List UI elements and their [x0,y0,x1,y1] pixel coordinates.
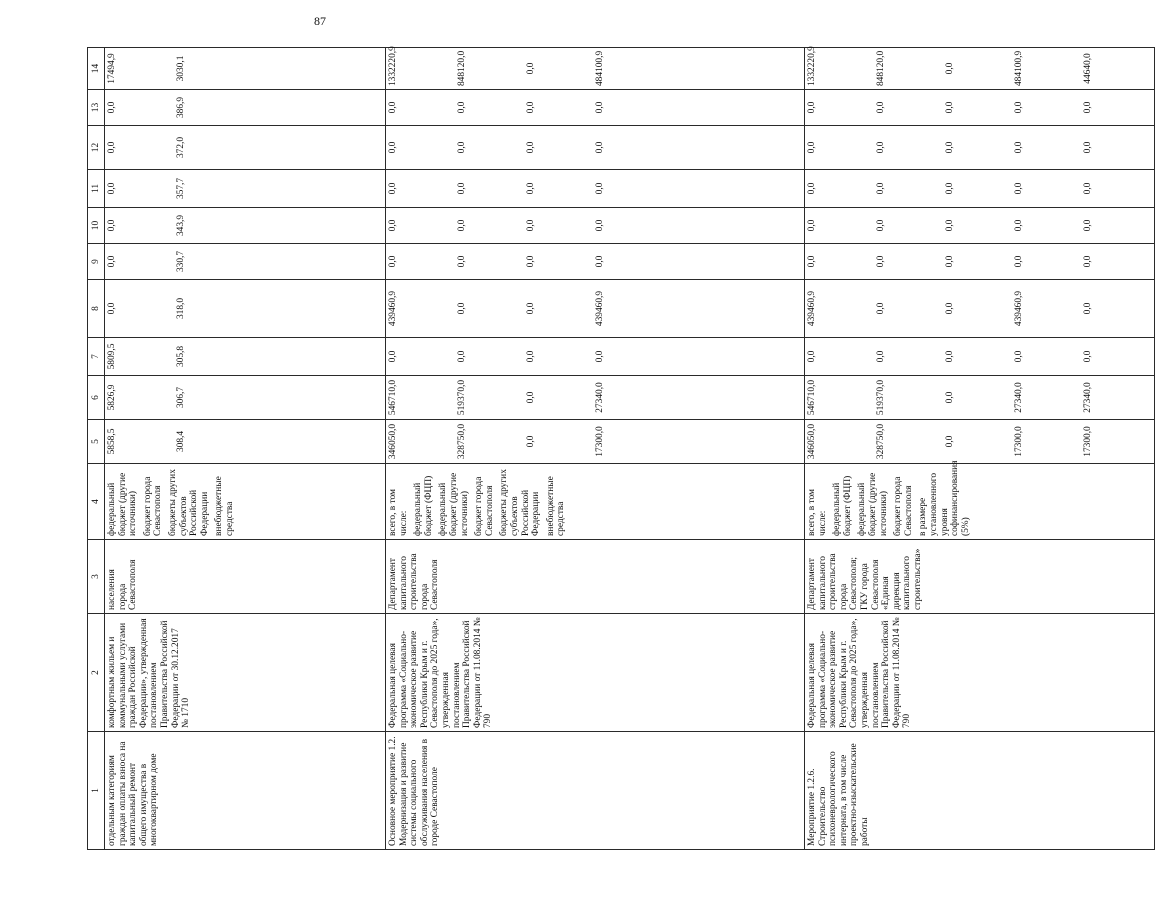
value-cell [805,126,1155,170]
column-header: 4 [88,464,105,540]
row-col3-cell: населения города Севастополя [105,540,386,614]
value-cell [386,208,805,244]
value-cell [105,244,386,280]
amount-value [733,93,802,122]
value-cell [105,170,386,208]
amount-value: 848120,0 [876,50,886,86]
amount-value: 0,0 [807,182,817,195]
amount-value: 17300,0 [1014,426,1024,457]
amount-value: 0,0 [107,302,117,315]
row-col1-cell: Мероприятие 1.2.6. Строительство психоневрологического интерната, в том числе проектно-изыскательские работы [805,732,1155,850]
value-cell [386,90,805,126]
amount-value [245,379,314,416]
amount-value: 318,0 [176,297,186,320]
amount-value: 0,0 [945,101,955,114]
value-cell [805,170,1155,208]
amount-value [314,379,383,416]
row-col3-cell: Департамент капитального строительства города Севастополя [386,540,805,614]
amount-value: 0,0 [945,219,955,232]
column-header: 9 [88,244,105,280]
amount-value: 0,0 [526,435,536,448]
funding-source-cell [386,464,805,540]
value-cell [805,376,1155,420]
amount-value: 0,0 [1083,219,1093,232]
amount-value: 546710,0 [388,379,398,416]
amount-value [245,423,314,460]
column-header: 13 [88,90,105,126]
amount-value: 0,0 [388,255,398,268]
amount-value: 0,0 [1014,255,1024,268]
amount-value: 0,0 [388,219,398,232]
funding-source-label: федеральный бюджет (другие источники) [857,472,889,536]
amount-value: 0,0 [388,101,398,114]
amount-value: 0,0 [595,101,605,114]
amount-value: 308,4 [176,430,186,453]
amount-value: 0,0 [876,182,886,195]
amount-value: 0,0 [876,101,886,114]
amount-value: 0,0 [1014,219,1024,232]
column-header: 5 [88,420,105,464]
amount-value: 0,0 [1014,350,1024,363]
amount-value: 0,0 [945,435,955,448]
value-cell [386,126,805,170]
value-cell [805,338,1155,376]
amount-value: 0,0 [595,141,605,154]
amount-value: 0,0 [457,350,467,363]
amount-value: 5809,5 [107,343,117,370]
amount-value: 0,0 [457,255,467,268]
funding-table [87,47,1155,850]
amount-value: 0,0 [807,141,817,154]
amount-value [314,129,383,166]
amount-value: 0,0 [526,302,536,315]
amount-value [664,51,733,86]
amount-value: 328750,0 [876,423,886,460]
amount-value [733,211,802,240]
amount-value: 0,0 [876,350,886,363]
amount-value [733,423,802,460]
funding-source-cell [105,464,386,540]
funding-source-label: бюджет города Севастополя [142,476,164,536]
amount-value: 1332220,9 [807,46,817,86]
amount-value: 17300,0 [1083,426,1093,457]
amount-value: 0,0 [457,101,467,114]
value-cell [386,280,805,338]
value-cell [105,338,386,376]
column-header: 10 [88,208,105,244]
amount-value [314,51,383,86]
funding-source-label: бюджет города Севастополя [474,476,495,536]
amount-value: 0,0 [876,219,886,232]
amount-value: 0,0 [1083,302,1093,315]
amount-value [664,173,733,204]
column-header: 6 [88,376,105,420]
funding-source-label: бюджеты других субъектов Российской Федерации [167,469,210,536]
amount-value: 0,0 [1014,141,1024,154]
amount-value: 44640,0 [1083,53,1093,84]
value-cell [386,48,805,90]
amount-value [733,283,802,334]
amount-value: 0,0 [526,141,536,154]
column-header: 12 [88,126,105,170]
amount-value [314,173,383,204]
amount-value: 0,0 [107,101,117,114]
value-cell [105,126,386,170]
amount-value: 0,0 [807,255,817,268]
amount-value [314,247,383,276]
amount-value: 519370,0 [457,379,467,416]
amount-value: 0,0 [807,101,817,114]
funding-source-label: федеральный бюджет (ФЦП) [413,475,434,536]
column-header: 3 [88,540,105,614]
amount-value [314,341,383,372]
amount-value: 848120,0 [457,50,467,86]
value-cell [105,420,386,464]
amount-value: 0,0 [876,255,886,268]
amount-value: 0,0 [526,350,536,363]
value-cell [386,376,805,420]
amount-value: 0,0 [388,182,398,195]
value-cell [105,280,386,338]
column-header: 14 [88,48,105,90]
amount-value: 0,0 [807,219,817,232]
amount-value: 372,0 [176,136,186,159]
amount-value [664,247,733,276]
amount-value: 0,0 [595,219,605,232]
amount-value [733,341,802,372]
amount-value: 386,9 [176,96,186,119]
amount-value: 0,0 [388,141,398,154]
funding-source-label: в размере установленного уровня софинансирования (5%) [918,460,971,536]
funding-source-label: внебюджетные средства [545,476,567,536]
amount-value: 0,0 [526,62,536,75]
funding-source-label: федеральный бюджет (ФЦП) [832,475,853,536]
amount-value [733,247,802,276]
column-header: 7 [88,338,105,376]
value-cell [105,90,386,126]
column-header: 11 [88,170,105,208]
amount-value: 0,0 [457,219,467,232]
amount-value: 0,0 [1083,255,1093,268]
amount-value: 0,0 [526,219,536,232]
amount-value: 0,0 [945,350,955,363]
page-number: 87 [314,14,326,28]
amount-value [245,173,314,204]
amount-value: 5858,5 [107,428,117,455]
value-cell [105,48,386,90]
amount-value [664,283,733,334]
value-cell [805,280,1155,338]
amount-value: 1332220,9 [388,46,398,86]
amount-value: 306,7 [176,386,186,409]
amount-value [733,51,802,86]
value-cell [805,420,1155,464]
amount-value: 0,0 [1083,182,1093,195]
amount-value: 27340,0 [1014,382,1024,413]
column-header: 2 [88,614,105,732]
value-cell [105,208,386,244]
value-cell [386,244,805,280]
amount-value: 0,0 [1014,101,1024,114]
amount-value [733,129,802,166]
amount-value [664,341,733,372]
amount-value: 439460,9 [1014,290,1024,327]
amount-value: 0,0 [457,182,467,195]
table-row [805,48,1155,850]
amount-value: 439460,9 [388,290,398,327]
amount-value: 346050,0 [388,423,398,460]
amount-value: 0,0 [876,141,886,154]
amount-value [664,129,733,166]
funding-source-label: федеральный бюджет (другие источники) [107,472,139,536]
row-col3-cell: Департамент капитального строительства города Севастополя; ГКУ города Севастополя «Единая дирекция капитального строительства» [805,540,1155,614]
table-row [105,48,386,850]
funding-source-label: всего, в том числе: [388,489,409,536]
amount-value: 0,0 [1083,141,1093,154]
amount-value [664,211,733,240]
amount-value: 0,0 [526,391,536,404]
amount-value [245,341,314,372]
value-cell [805,208,1155,244]
amount-value [245,129,314,166]
amount-value: 17300,0 [595,426,605,457]
amount-value: 439460,9 [807,290,817,327]
value-cell [386,420,805,464]
amount-value: 0,0 [807,350,817,363]
amount-value [245,93,314,122]
amount-value: 17494,9 [107,53,117,84]
funding-source-label: всего, в том числе: [807,489,828,536]
amount-value: 0,0 [107,141,117,154]
amount-value: 0,0 [457,141,467,154]
amount-value: 0,0 [595,350,605,363]
funding-source-label: бюджеты других субъектов Российской Федерации [499,469,542,536]
amount-value [664,93,733,122]
amount-value: 0,0 [526,101,536,114]
amount-value [245,247,314,276]
amount-value: 0,0 [1083,101,1093,114]
amount-value: 0,0 [595,182,605,195]
funding-source-label: бюджет города Севастополя [893,476,914,536]
value-cell [386,170,805,208]
amount-value: 0,0 [526,255,536,268]
rotated-table-container [87,46,1093,850]
amount-value [245,283,314,334]
amount-value [733,173,802,204]
amount-value: 0,0 [457,302,467,315]
value-cell [105,376,386,420]
amount-value: 0,0 [388,350,398,363]
amount-value: 0,0 [945,255,955,268]
amount-value: 0,0 [945,141,955,154]
row-col1-cell: отдельным категориям граждан оплаты взноса на капитальный ремонт общего имущества в многоквартирном доме [105,732,386,850]
amount-value [733,379,802,416]
amount-value: 357,7 [176,177,186,200]
amount-value: 0,0 [1083,350,1093,363]
value-cell [386,338,805,376]
amount-value [245,51,314,86]
amount-value: 305,8 [176,345,186,368]
amount-value: 346050,0 [807,423,817,460]
column-header: 1 [88,732,105,850]
amount-value: 330,7 [176,250,186,273]
amount-value: 5826,9 [107,384,117,411]
table-row [386,48,805,850]
amount-value: 0,0 [526,182,536,195]
amount-value: 0,0 [107,182,117,195]
amount-value: 0,0 [1014,182,1024,195]
amount-value: 328750,0 [457,423,467,460]
amount-value: 0,0 [945,391,955,404]
amount-value: 546710,0 [807,379,817,416]
amount-value: 439460,9 [595,290,605,327]
row-col2-cell: Федеральная целевая программа «Социально-экономическое развитие Республики Крым и г. Севастополя до 2025 года», утвержденная постановлением Правительства Российской Федерации от 11.08.2014 № 790 [386,614,805,732]
funding-source-label: федеральный бюджет (другие источники) [438,472,470,536]
amount-value: 27340,0 [1083,382,1093,413]
amount-value [664,379,733,416]
amount-value: 0,0 [945,302,955,315]
amount-value: 0,0 [107,219,117,232]
amount-value [245,211,314,240]
amount-value: 484100,9 [595,50,605,86]
amount-value: 0,0 [945,62,955,75]
amount-value: 0,0 [945,182,955,195]
amount-value [664,423,733,460]
amount-value [314,93,383,122]
amount-value: 484100,9 [1014,50,1024,86]
value-cell [805,90,1155,126]
table-header-row [88,48,105,850]
amount-value [314,211,383,240]
column-header: 8 [88,280,105,338]
value-cell [805,244,1155,280]
row-col2-cell: комфортным жильем и коммунальными услугами граждан Российской Федерации», утвержденная постановлением Правительства Российской Федерации от 30.12.2017 № 1710 [105,614,386,732]
amount-value [314,423,383,460]
value-cell [805,48,1155,90]
amount-value: 0,0 [107,255,117,268]
row-col2-cell: Федеральная целевая программа «Социально-экономическое развитие Республики Крым и г. Севастополя до 2025 года», утвержденная постановлением Правительства Российской Федерации от 11.08.2014 № 790 [805,614,1155,732]
row-col1-cell: Основное мероприятие 1.2. Модернизация и развитие системы социального обслуживания населения в городе Севастополе [386,732,805,850]
amount-value: 27340,0 [595,382,605,413]
amount-value: 519370,0 [876,379,886,416]
funding-source-cell [805,460,1155,540]
funding-source-label: внебюджетные средства [214,476,235,536]
amount-value: 3030,1 [176,55,186,82]
amount-value: 343,9 [176,214,186,237]
amount-value: 0,0 [595,255,605,268]
amount-value [314,283,383,334]
amount-value: 0,0 [876,302,886,315]
